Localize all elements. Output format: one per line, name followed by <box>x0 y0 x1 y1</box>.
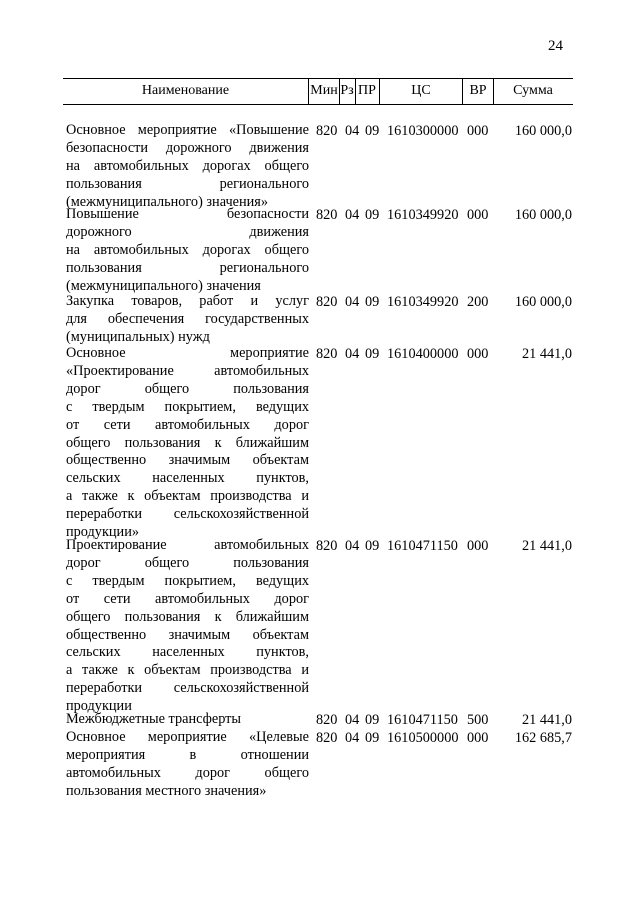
name-line: Межбюджетные трансферты <box>66 711 242 727</box>
name-line: от сети автомобильных дорог <box>66 590 309 607</box>
cell-sum: 160 000,0 <box>514 294 572 310</box>
header-vr: ВР <box>469 83 487 98</box>
cell-pr: 09 <box>365 712 380 728</box>
name-line: продукции» <box>66 524 140 541</box>
cell-vr: 000 <box>467 730 489 746</box>
row-name <box>66 122 309 212</box>
cell-cs: 1610349920 <box>387 294 459 310</box>
cell-cs: 1610349920 <box>387 207 459 223</box>
header-top-rule <box>63 78 573 79</box>
name-line: общественно значимым объектам <box>66 626 309 643</box>
name-line: мероприятия в отношении <box>66 746 309 763</box>
cell-pr: 09 <box>365 346 380 362</box>
header-divider <box>355 78 356 104</box>
name-line: переработки сельскохозяйственной <box>66 680 309 697</box>
name-line: общественно значимым объектам <box>66 452 309 469</box>
header-rz: Рз <box>340 83 354 98</box>
header-divider <box>308 78 309 104</box>
name-line: с твердым покрытием, ведущих <box>66 572 309 589</box>
name-line: сельских населенных пунктов, <box>66 470 309 487</box>
cell-cs: 1610400000 <box>387 346 459 362</box>
name-line: автомобильных дорог общего <box>66 764 309 781</box>
name-line: пользования регионального <box>66 175 309 192</box>
cell-min: 820 <box>316 123 338 139</box>
row-name <box>66 293 309 347</box>
name-line: переработки сельскохозяйственной <box>66 506 309 523</box>
header-sum: Сумма <box>513 83 553 98</box>
header-name: Наименование <box>141 83 230 98</box>
cell-min: 820 <box>316 346 338 362</box>
cell-sum: 160 000,0 <box>514 123 572 139</box>
cell-rz: 04 <box>345 538 360 554</box>
row-name <box>66 206 309 296</box>
name-line: дорог общего пользования <box>66 554 309 571</box>
header-divider <box>339 78 340 104</box>
name-line: (муниципальных) нужд <box>66 328 210 345</box>
header-cs: ЦС <box>411 83 431 98</box>
name-line: дорог общего пользования <box>66 380 309 397</box>
name-line: Закупка товаров, работ и услуг <box>66 293 309 309</box>
cell-rz: 04 <box>345 712 360 728</box>
cell-min: 820 <box>316 294 338 310</box>
cell-rz: 04 <box>345 346 360 362</box>
name-line: продукции <box>66 698 132 715</box>
name-line: общего пользования к ближайшим <box>66 608 309 625</box>
cell-vr: 200 <box>467 294 489 310</box>
name-line: пользования регионального <box>66 259 309 276</box>
cell-min: 820 <box>316 538 338 554</box>
header-divider <box>493 78 494 104</box>
cell-vr: 000 <box>467 207 489 223</box>
row-name <box>66 729 309 801</box>
name-line: пользования местного значения» <box>66 782 267 799</box>
cell-pr: 09 <box>365 538 380 554</box>
cell-sum: 160 000,0 <box>514 207 572 223</box>
header-bottom-rule <box>63 104 573 105</box>
name-line: Основное мероприятие «Повышение <box>66 122 309 138</box>
cell-pr: 09 <box>365 207 380 223</box>
page-number: 24 <box>548 38 563 54</box>
cell-sum: 21 441,0 <box>521 712 572 728</box>
cell-rz: 04 <box>345 294 360 310</box>
name-line: на автомобильных дорогах общего <box>66 157 309 174</box>
cell-rz: 04 <box>345 730 360 746</box>
name-line: дорожного движения <box>66 223 309 240</box>
cell-sum: 21 441,0 <box>521 538 572 554</box>
name-line: от сети автомобильных дорог <box>66 416 309 433</box>
cell-cs: 1610471150 <box>387 712 458 728</box>
name-line: безопасности дорожного движения <box>66 139 309 156</box>
row-name <box>66 711 309 729</box>
cell-rz: 04 <box>345 207 360 223</box>
cell-vr: 000 <box>467 123 489 139</box>
cell-vr: 000 <box>467 346 489 362</box>
cell-cs: 1610300000 <box>387 123 459 139</box>
cell-min: 820 <box>316 730 338 746</box>
name-line: с твердым покрытием, ведущих <box>66 398 309 415</box>
name-line: Основное мероприятие «Целевые <box>66 729 309 745</box>
cell-cs: 1610500000 <box>387 730 459 746</box>
row-name <box>66 345 309 542</box>
cell-cs: 1610471150 <box>387 538 458 554</box>
name-line: на автомобильных дорогах общего <box>66 241 309 258</box>
name-line: Проектирование автомобильных <box>66 537 309 553</box>
cell-sum: 162 685,7 <box>514 730 572 746</box>
row-name <box>66 537 309 716</box>
name-line: общего пользования к ближайшим <box>66 434 309 451</box>
name-line: а также к объектам производства и <box>66 662 309 679</box>
name-line: а также к объектам производства и <box>66 488 309 505</box>
header-divider <box>379 78 380 104</box>
cell-sum: 21 441,0 <box>521 346 572 362</box>
cell-pr: 09 <box>365 123 380 139</box>
name-line: сельских населенных пунктов, <box>66 644 309 661</box>
cell-vr: 500 <box>467 712 489 728</box>
name-line: (межмуниципального) значения» <box>66 193 269 210</box>
cell-pr: 09 <box>365 730 380 746</box>
header-divider <box>462 78 463 104</box>
header-pr: ПР <box>358 83 376 98</box>
name-line: Повышение безопасности <box>66 206 309 222</box>
name-line: «Проектирование автомобильных <box>66 362 309 379</box>
name-line: (межмуниципального) значения <box>66 277 261 294</box>
cell-rz: 04 <box>345 123 360 139</box>
cell-vr: 000 <box>467 538 489 554</box>
cell-min: 820 <box>316 712 338 728</box>
cell-min: 820 <box>316 207 338 223</box>
header-min: Мин <box>310 83 338 98</box>
name-line: Основное мероприятие <box>66 345 309 361</box>
cell-pr: 09 <box>365 294 380 310</box>
name-line: для обеспечения государственных <box>66 310 309 327</box>
